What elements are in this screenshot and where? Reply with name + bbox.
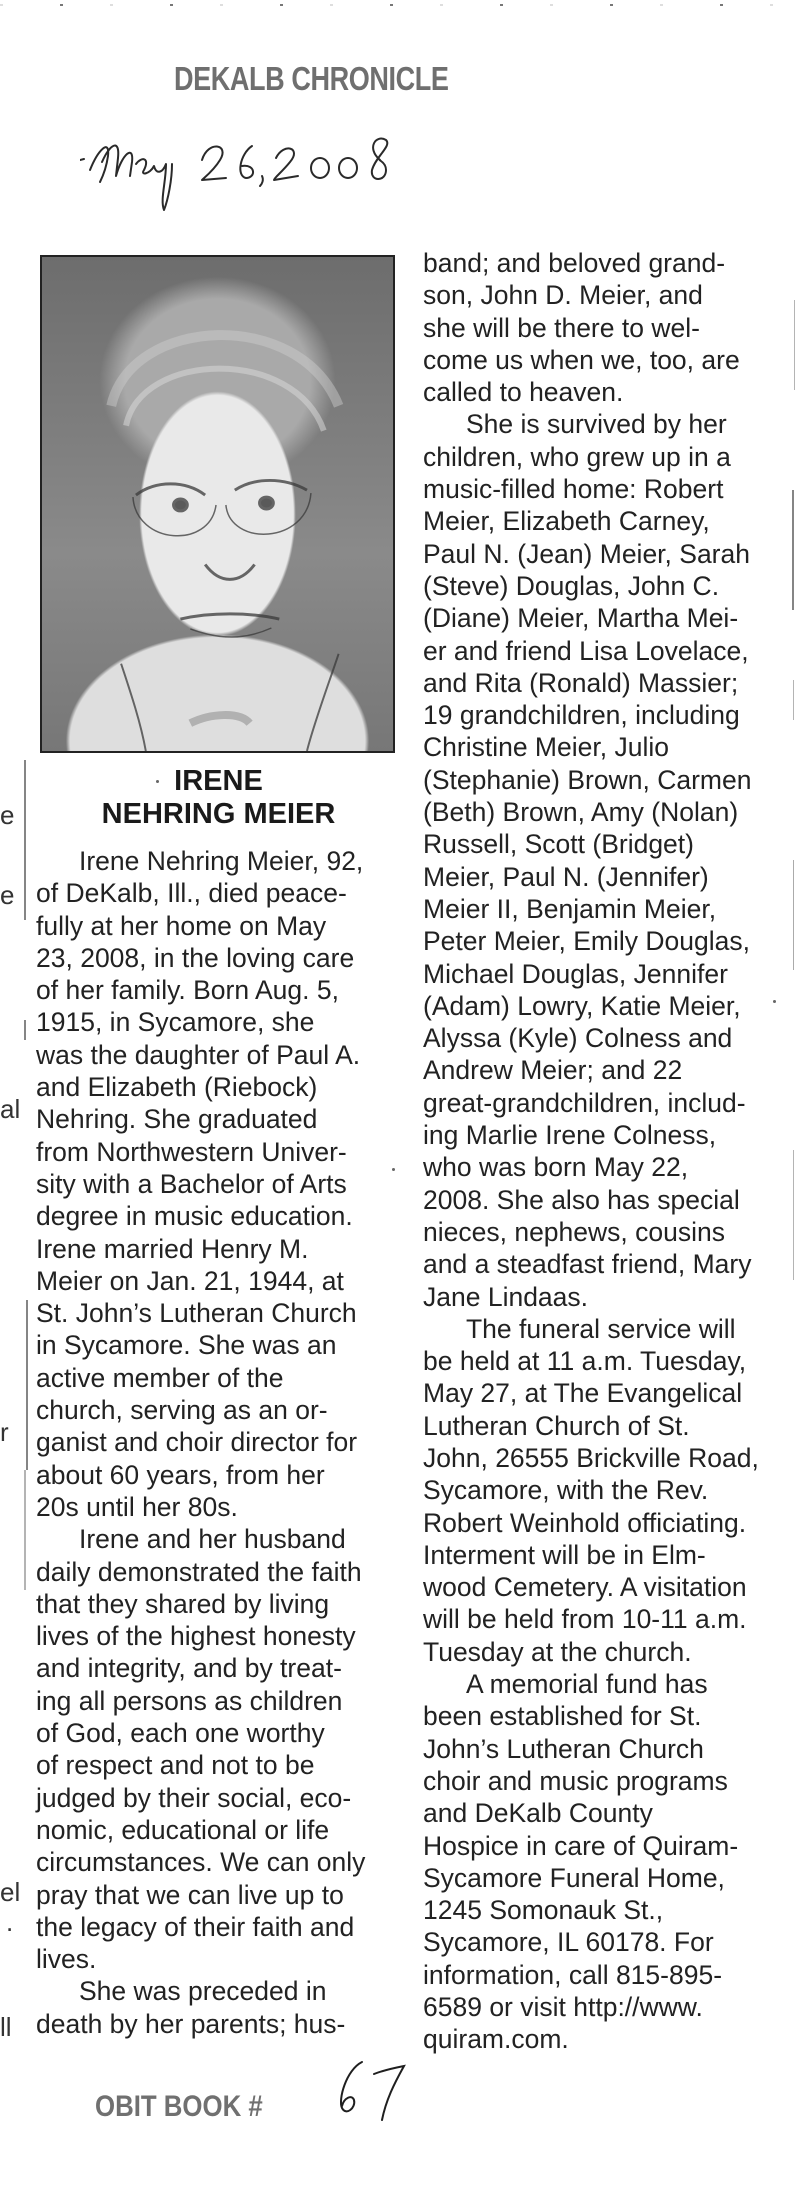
text-line: Sycamore, IL 60178. For xyxy=(423,1927,714,1958)
text-line: She is survived by her xyxy=(466,409,727,440)
text-line: who was born May 22, xyxy=(423,1152,689,1183)
handwritten-date-drawing xyxy=(80,130,450,212)
portrait-photo xyxy=(40,255,395,753)
text-line: St. John’s Lutheran Church xyxy=(36,1298,357,1329)
text-line: ganist and choir director for xyxy=(36,1427,358,1458)
text-line: 23, 2008, in the loving care xyxy=(36,942,355,973)
text-line: death by her parents; hus- xyxy=(36,2008,346,2039)
margin-fragment: el xyxy=(0,1877,21,1907)
text-line: (Steve) Douglas, John C. xyxy=(423,570,720,601)
margin-fragment: ll xyxy=(0,2012,12,2042)
text-line: Tuesday at the church. xyxy=(423,1636,692,1667)
text-line: er and friend Lisa Lovelace, xyxy=(423,635,749,666)
text-line: quiram.com. xyxy=(423,2024,569,2055)
text-line: be held at 11 a.m. Tuesday, xyxy=(423,1346,747,1377)
text-line: pray that we can live up to xyxy=(36,1879,344,1910)
text-line: lives. xyxy=(36,1944,97,1975)
text-line: Alyssa (Kyle) Colness and xyxy=(423,1023,733,1054)
text-line: she will be there to wel- xyxy=(423,312,700,343)
text-line: (Beth) Brown, Amy (Nolan) xyxy=(423,797,739,828)
text-line: been established for St. xyxy=(423,1701,702,1732)
text-line: children, who grew up in a xyxy=(423,441,731,472)
text-line: nomic, educational or life xyxy=(36,1814,330,1845)
obituary-heading-surname: NEHRING MEIER xyxy=(101,798,336,830)
text-line: Sycamore Funeral Home, xyxy=(423,1862,725,1893)
text-line: judged by their social, eco- xyxy=(36,1782,352,1813)
text-line: The funeral service will xyxy=(466,1313,736,1344)
text-line: Irene married Henry M. xyxy=(36,1233,309,1264)
top-scan-edge xyxy=(0,4,803,6)
text-line: 1915, in Sycamore, she xyxy=(36,1007,315,1038)
text-line: Robert Weinhold officiating. xyxy=(423,1507,747,1538)
text-line: ing all persons as children xyxy=(36,1685,343,1716)
text-line: called to heaven. xyxy=(423,377,624,408)
text-line: May 27, at The Evangelical xyxy=(423,1378,743,1409)
text-line: Michael Douglas, Jennifer xyxy=(423,958,728,989)
text-line: active member of the xyxy=(36,1362,284,1393)
text-line: was the daughter of Paul A. xyxy=(36,1039,361,1070)
text-line: (Adam) Lowry, Katie Meier, xyxy=(423,990,741,1021)
text-line: Russell, Scott (Bridget) xyxy=(423,829,694,860)
margin-fragment: e xyxy=(0,880,15,910)
obit-book-label: OBIT BOOK # xyxy=(95,2090,263,2123)
text-line: Meier II, Benjamin Meier, xyxy=(423,893,717,924)
text-line: Interment will be in Elm- xyxy=(423,1539,706,1570)
column-rule xyxy=(793,1150,794,1280)
text-line: in Sycamore. She was an xyxy=(36,1330,337,1361)
column-rule xyxy=(24,760,26,920)
text-line: Christine Meier, Julio xyxy=(423,732,669,763)
text-line: (Stephanie) Brown, Carmen xyxy=(423,764,752,795)
text-line: of her family. Born Aug. 5, xyxy=(36,975,339,1006)
text-line: Lutheran Church of St. xyxy=(423,1410,690,1441)
text-line: the legacy of their faith and xyxy=(36,1911,355,1942)
text-line: Meier, Elizabeth Carney, xyxy=(423,506,710,537)
margin-fragment: . xyxy=(6,1907,14,1937)
text-line: She was preceded in xyxy=(79,1976,327,2007)
scan-speck xyxy=(773,1000,776,1003)
column-rule xyxy=(24,1470,26,1590)
column-rule xyxy=(793,680,794,720)
text-line: Sycamore, with the Rev. xyxy=(423,1475,709,1506)
text-line: degree in music education. xyxy=(36,1201,353,1232)
text-line: Meier, Paul N. (Jennifer) xyxy=(423,861,709,892)
column-rule xyxy=(793,860,794,970)
column-rule xyxy=(26,1300,28,1470)
text-line: fully at her home on May xyxy=(36,910,327,941)
text-line: 19 grandchildren, including xyxy=(423,700,740,731)
scan-speck xyxy=(156,780,159,783)
text-line: Nehring. She graduated xyxy=(36,1104,318,1135)
text-line: and Elizabeth (Riebock) xyxy=(36,1072,318,1103)
text-line: of respect and not to be xyxy=(36,1750,315,1781)
text-line: band; and beloved grand- xyxy=(423,248,726,278)
text-line: 20s until her 80s. xyxy=(36,1491,238,1522)
text-line: sity with a Bachelor of Arts xyxy=(36,1168,347,1199)
column-rule xyxy=(24,1020,26,1040)
text-line: daily demonstrated the faith xyxy=(36,1556,362,1587)
text-line: Andrew Meier; and 22 xyxy=(423,1055,683,1086)
text-line: about 60 years, from her xyxy=(36,1459,325,1490)
text-line: and Rita (Ronald) Massier; xyxy=(423,667,739,698)
text-line: church, serving as an or- xyxy=(36,1395,328,1426)
text-line: circumstances. We can only xyxy=(36,1847,366,1878)
text-line: of God, each one worthy xyxy=(36,1718,325,1749)
column-rule xyxy=(794,300,795,390)
text-line: lives of the highest honesty xyxy=(36,1621,356,1652)
text-line: nieces, nephews, cousins xyxy=(423,1216,725,1247)
margin-fragment: al xyxy=(0,1094,21,1124)
handwritten-date xyxy=(80,130,450,212)
text-line: son, John D. Meier, and xyxy=(423,280,703,311)
text-line: that they shared by living xyxy=(36,1588,330,1619)
text-line: will be held from 10-11 a.m. xyxy=(423,1604,747,1635)
text-line: Irene Nehring Meier, 92, xyxy=(79,846,364,876)
text-line: Hospice in care of Quiram- xyxy=(423,1830,739,1861)
masthead-stamp: DEKALB CHRONICLE xyxy=(174,60,449,97)
text-line: and integrity, and by treat- xyxy=(36,1653,342,1684)
text-line: 6589 or visit http://www. xyxy=(423,1992,703,2023)
text-line: wood Cemetery. A visitation xyxy=(423,1572,747,1603)
text-line: (Diane) Meier, Martha Mei- xyxy=(423,603,739,634)
text-line: come us when we, too, are xyxy=(423,344,740,375)
obituary-heading-first-name: IRENE xyxy=(174,765,263,797)
text-line: great-grandchildren, includ- xyxy=(423,1087,746,1118)
text-line: and DeKalb County xyxy=(423,1798,653,1829)
text-line: Paul N. (Jean) Meier, Sarah xyxy=(423,538,750,569)
text-line: 1245 Somonauk St., xyxy=(423,1895,664,1926)
text-line: and a steadfast friend, Mary xyxy=(423,1249,752,1280)
text-line: John’s Lutheran Church xyxy=(423,1733,704,1764)
text-line: 2008. She also has special xyxy=(423,1184,740,1215)
portrait-photo-drawing xyxy=(42,257,393,751)
left-text-column xyxy=(36,845,396,2040)
text-line: Irene and her husband xyxy=(79,1524,346,1555)
text-line: choir and music programs xyxy=(423,1765,728,1796)
text-line: Jane Lindaas. xyxy=(423,1281,589,1312)
text-line: ing Marlie Irene Colness, xyxy=(423,1120,717,1151)
text-line: Meier on Jan. 21, 1944, at xyxy=(36,1265,344,1296)
margin-fragment: e xyxy=(0,800,15,830)
obit-book-number-handwritten xyxy=(332,2060,412,2124)
margin-fragment: r xyxy=(0,1417,9,1447)
text-line: of DeKalb, Ill., died peace- xyxy=(36,878,347,909)
text-line: information, call 815-895- xyxy=(423,1959,723,1990)
text-line: Peter Meier, Emily Douglas, xyxy=(423,926,750,957)
text-line: from Northwestern Univer- xyxy=(36,1136,347,1167)
text-line: John, 26555 Brickville Road, xyxy=(423,1442,759,1473)
column-rule xyxy=(792,490,794,610)
obit-book-number-drawing xyxy=(332,2060,412,2124)
right-text-column xyxy=(423,247,793,2056)
text-line: A memorial fund has xyxy=(466,1669,708,1700)
scan-speck xyxy=(392,1168,395,1171)
text-line: music-filled home: Robert xyxy=(423,474,724,505)
